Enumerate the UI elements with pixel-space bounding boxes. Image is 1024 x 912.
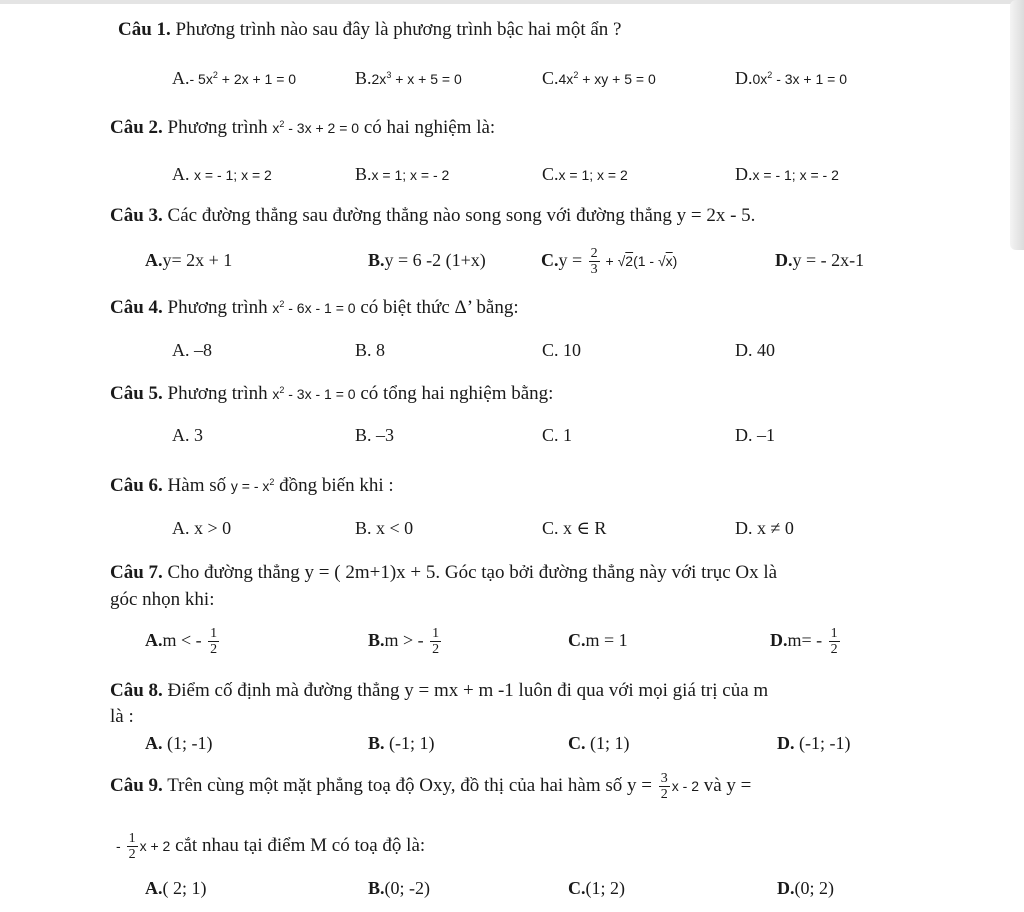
q7-option-d[interactable]: D.m= - $\frac{1}{2}$ — [770, 626, 838, 658]
q3-option-c[interactable]: C.y = $\frac{2}{3}$ + √2(1 - √x) — [541, 246, 678, 278]
question-7-continued: góc nhọn khi: — [110, 589, 215, 610]
question-8: Câu 8. Điểm cố định mà đường thẳng y = mx + m -1 luôn đi qua với mọi giá trị của m — [110, 680, 769, 701]
question-6: Câu 6. Hàm số y = - $x^2$ đồng biến khi : — [110, 475, 394, 496]
q7-option-b[interactable]: B.m > - $\frac{1}{2}$ — [368, 626, 440, 658]
q2-option-a[interactable]: A. x = - 1; x = 2 — [172, 164, 272, 184]
q9-option-b[interactable]: B.(0; -2) — [368, 878, 430, 898]
question-9: Câu 9. Trên cùng một mặt phẳng toạ độ Oxy, đồ thị của hai hàm số y = $\frac{3}{2}$ x - 2 và y = — [110, 771, 752, 803]
q5-option-a[interactable]: A. 3 — [172, 425, 203, 445]
q7-option-c[interactable]: C.m = 1 — [568, 630, 628, 650]
q6-option-a[interactable]: A. x > 0 — [172, 518, 232, 538]
q6-option-b[interactable]: B. x < 0 — [355, 518, 414, 538]
q9-option-d[interactable]: D.(0; 2) — [777, 878, 834, 898]
q5-option-d[interactable]: D. –1 — [735, 425, 775, 445]
q2-option-c[interactable]: C.x = 1; x = 2 — [542, 164, 628, 184]
q4-option-b[interactable]: B. 8 — [355, 340, 386, 360]
q1-option-d[interactable]: $D.0x^2 - 3x + 1 = 0$ — [735, 68, 848, 88]
question-1: Câu 1. Phương trình nào sau đây là phương trình bậc hai một ẩn ? — [118, 19, 622, 40]
q1-option-c[interactable]: $C.4x^2$ + xy + 5 = 0 — [542, 68, 656, 88]
question-3: Câu 3. Các đường thẳng sau đường thẳng nào song song với đường thẳng y = 2x - 5. — [110, 205, 756, 226]
q8-option-c[interactable]: C. (1; 1) — [568, 733, 630, 753]
side-edge — [1010, 0, 1024, 250]
q3-option-d[interactable]: D.y = - 2x-1 — [775, 250, 865, 270]
question-7: Câu 7. Cho đường thẳng y = ( 2m+1)x + 5. Góc tạo bởi đường thẳng này với trục Ox là — [110, 562, 778, 583]
q4-option-d[interactable]: D. 40 — [735, 340, 775, 360]
question-2: Câu 2. Phương trình $x^2 - 3x + 2 = 0$ có hai nghiệm là: — [110, 117, 496, 138]
q5-option-b[interactable]: B. –3 — [355, 425, 395, 445]
q8-option-a[interactable]: A. (1; -1) — [145, 733, 213, 753]
question-9-continued: - $\frac{1}{2}$ x + 2 cắt nhau tại điểm M có toạ độ là: — [116, 831, 426, 863]
q9-option-a[interactable]: A.( 2; 1) — [145, 878, 207, 898]
question-5: Câu 5. Phương trình $x^2 - 3x - 1 = 0$ có tổng hai nghiệm bằng: — [110, 383, 554, 404]
q8-option-d[interactable]: D. (-1; -1) — [777, 733, 851, 753]
q1-option-a[interactable]: A.- $5x^2 + 2x + 1 = 0$ — [172, 68, 297, 88]
q6-option-c[interactable]: C. x ∈ R — [542, 518, 607, 538]
question-4: Câu 4. Phương trình $x^2 - 6x - 1 = 0$ có biệt thức Δ’ bằng: — [110, 297, 519, 318]
q7-option-a[interactable]: A.m < - $\frac{1}{2}$ — [145, 626, 218, 658]
q9-option-c[interactable]: C.(1; 2) — [568, 878, 625, 898]
top-border — [0, 0, 1024, 4]
q2-option-d[interactable]: D.x = - 1; x = - 2 — [735, 164, 839, 184]
q6-option-d[interactable]: D. x ≠ 0 — [735, 518, 794, 538]
q4-option-c[interactable]: C. 10 — [542, 340, 582, 360]
question-8-continued: là : — [110, 706, 134, 727]
q3-option-b[interactable]: B.y = 6 -2 (1+x) — [368, 250, 486, 270]
q5-option-c[interactable]: C. 1 — [542, 425, 573, 445]
q1-option-b[interactable]: $B.2x^3 + x + 5 = 0$ — [355, 68, 462, 88]
q2-option-b[interactable]: B.x = 1; x = - 2 — [355, 164, 450, 184]
q4-option-a[interactable]: A. –8 — [172, 340, 212, 360]
q3-option-a[interactable]: A.y= 2x + 1 — [145, 250, 233, 270]
q8-option-b[interactable]: B. (-1; 1) — [368, 733, 435, 753]
